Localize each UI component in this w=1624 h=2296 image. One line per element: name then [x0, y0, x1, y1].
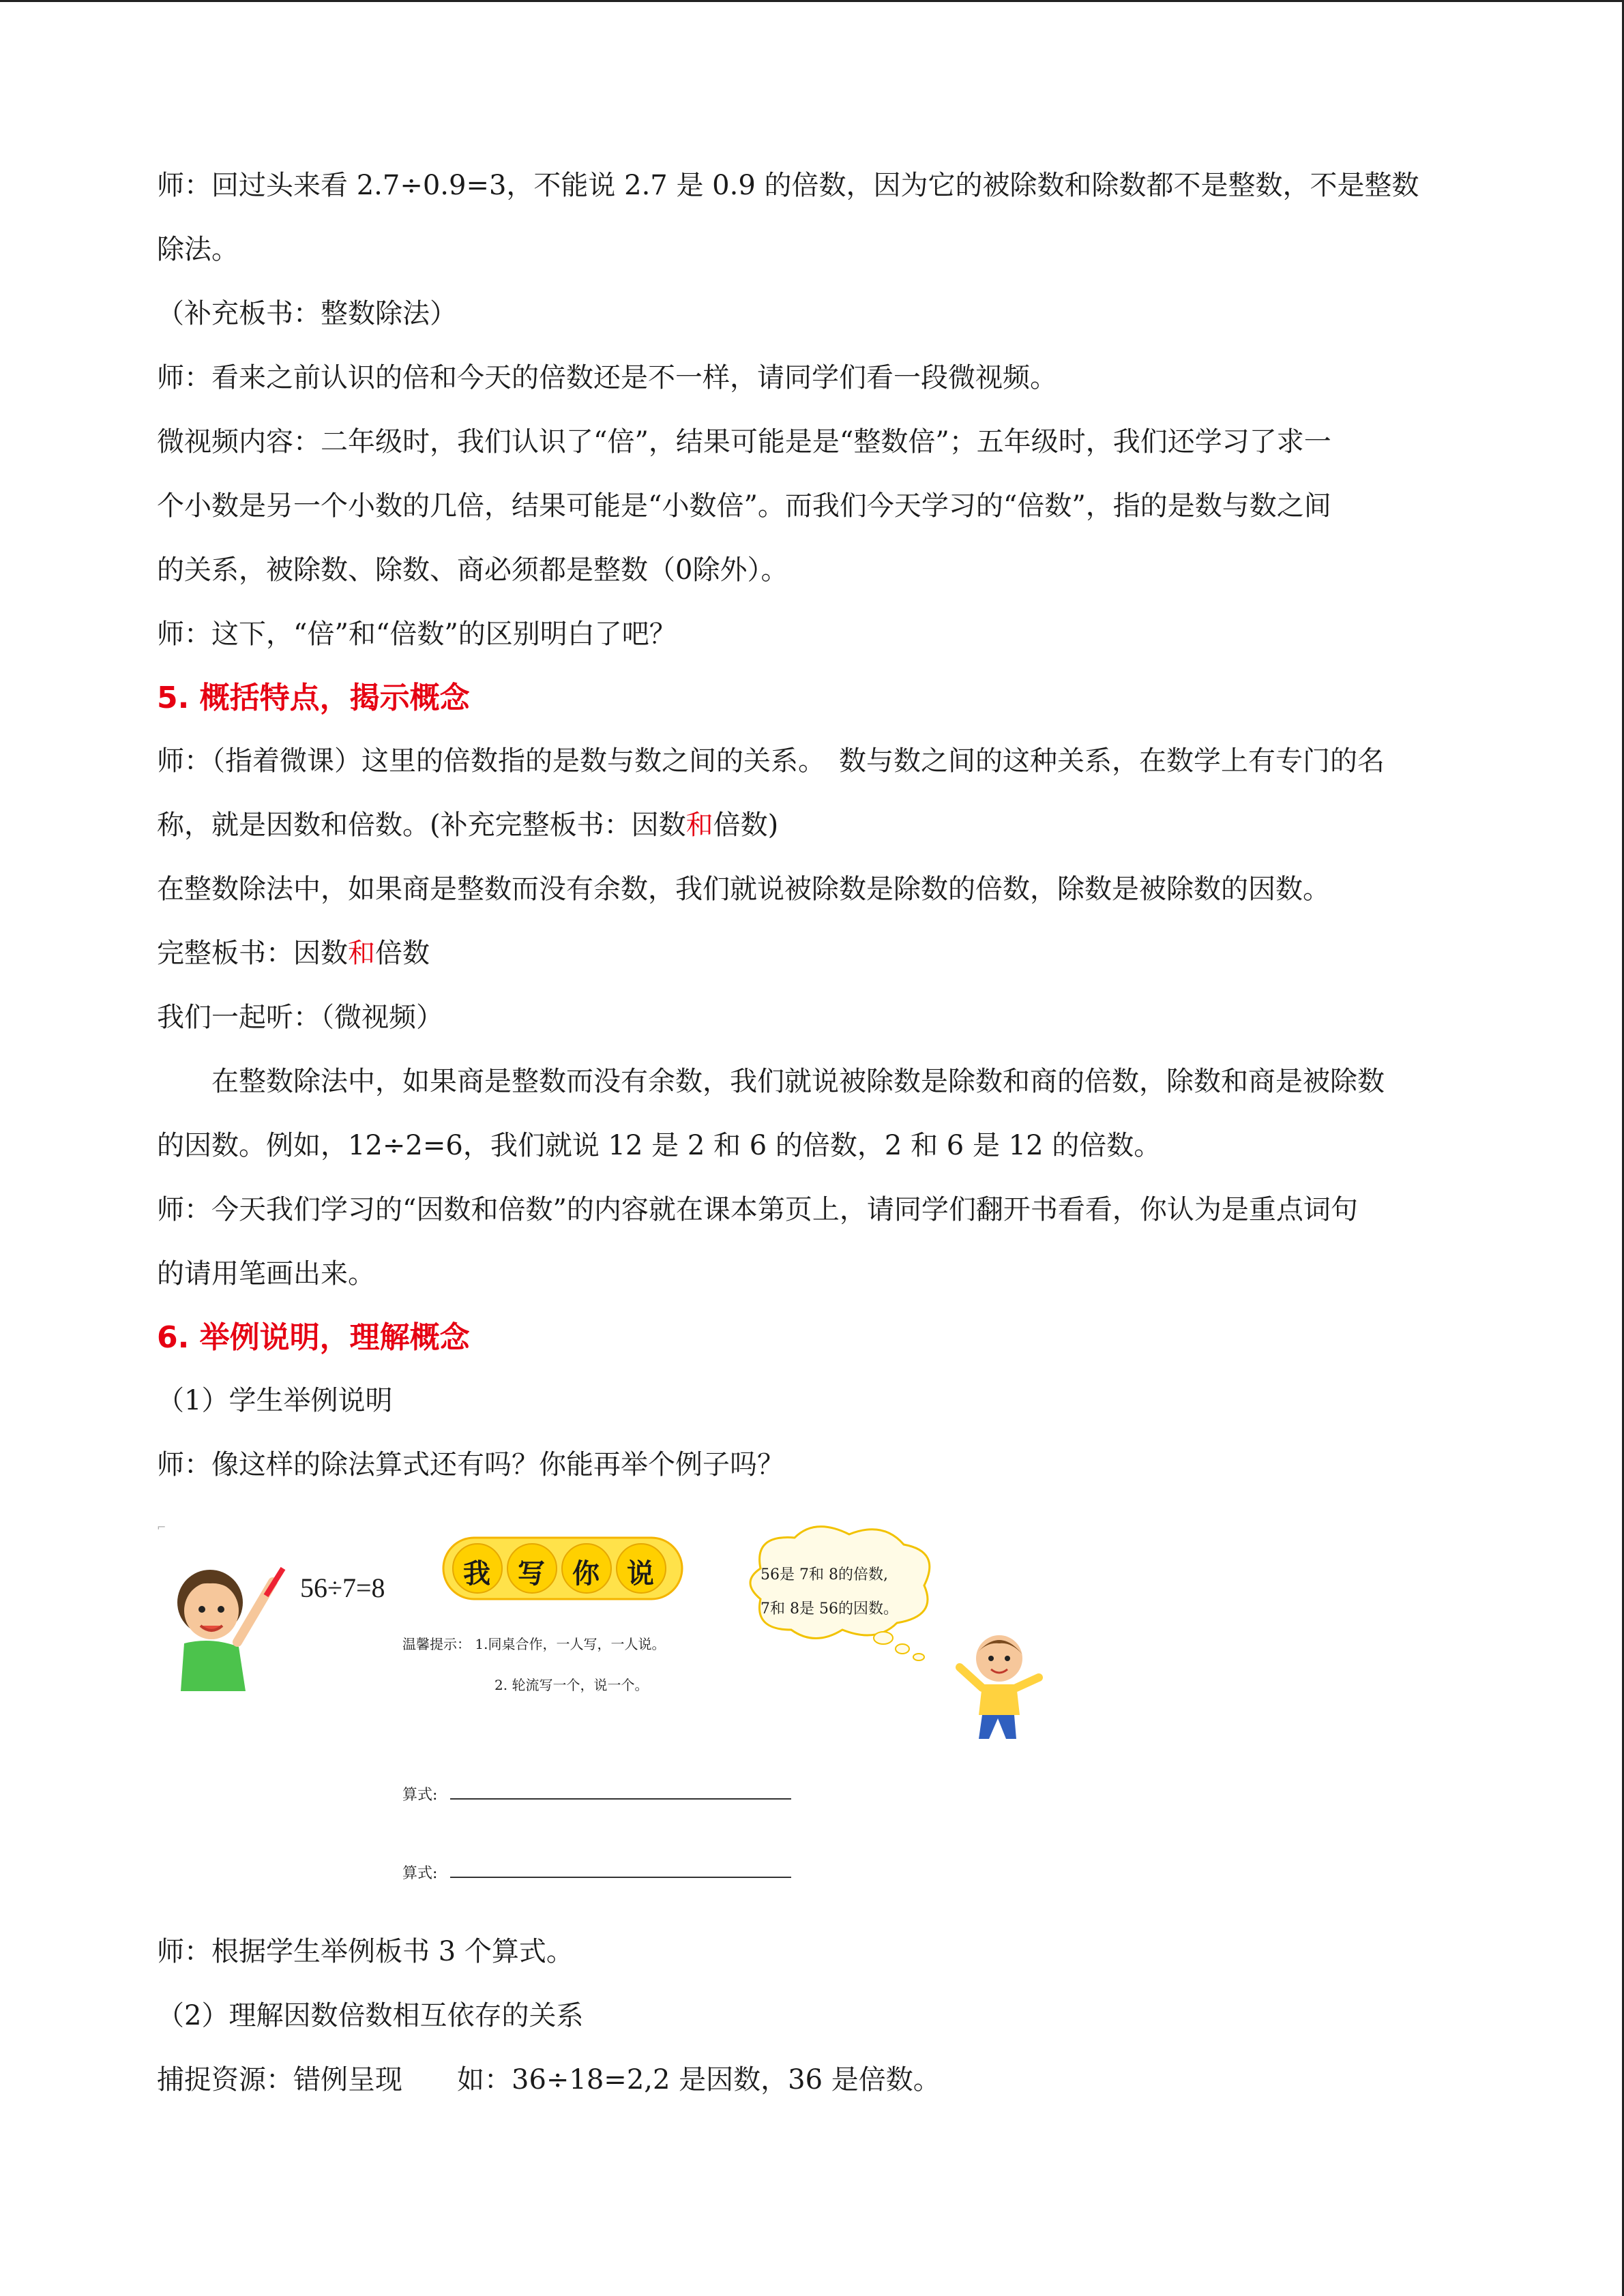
- tip-item: 1.同桌合作，一人写，一人说。: [475, 1636, 666, 1652]
- bubble-text: 7和 8是 56的因数。: [761, 1600, 898, 1617]
- formula-blank-line: [450, 1798, 791, 1800]
- paragraph-line: [157, 937, 430, 970]
- paragraph-line: 师：看来之前认识的倍和今天的倍数还是不一样，请同学们看一段微视频。: [157, 362, 1057, 393]
- paragraph-line: （补充板书：整数除法）: [157, 298, 457, 329]
- paragraph-line: 的因数。例如，12÷2=6，我们就说 12 是 2 和 6 的倍数，2 和 6 是 12 的倍数。: [157, 1130, 1162, 1161]
- paragraph-line: 师：根据学生举例板书 3 个算式。: [157, 1936, 574, 1967]
- paragraph-line: 师：回过头来看 2.7÷0.9=3，不能说 2.7 是 0.9 的倍数，因为它的被除数和除数都不是整数，不是整数: [157, 170, 1419, 201]
- paragraph-line: 师：这下，“倍”和“倍数”的区别明白了吧？: [157, 618, 677, 650]
- banner-char: 你: [572, 1558, 600, 1590]
- text-span: 倍数: [375, 938, 430, 969]
- paragraph-mark-icon: ⌐: [157, 1521, 166, 1534]
- paragraph-line: 除法。: [157, 234, 239, 265]
- boy-writing-illustration: [157, 1555, 293, 1691]
- formula-blank-line: [450, 1877, 791, 1878]
- paragraph-line: 我们一起听：（微视频）: [157, 1002, 443, 1033]
- banner-char: 说: [627, 1558, 654, 1590]
- paragraph-line: 微视频内容：二年级时，我们认识了“倍”，结果可能是是“整数倍”；五年级时，我们还学习了求一: [157, 426, 1331, 458]
- boy-thumbs-up-illustration: [951, 1630, 1047, 1746]
- paragraph-line: [157, 809, 778, 841]
- banner-char: 写: [518, 1558, 545, 1590]
- banner-char: 我: [463, 1558, 490, 1590]
- formula-label: 算式:: [402, 1787, 438, 1804]
- text-span: 完整板书：因数: [157, 938, 348, 969]
- section-heading-5: 5. 概括特点，揭示概念: [157, 681, 470, 715]
- example-equation: 56÷7=8: [300, 1572, 385, 1603]
- paragraph-line: 的关系，被除数、除数、商必须都是整数（0除外）。: [157, 554, 788, 586]
- bubble-text: 56是 7和 8的倍数,: [761, 1566, 888, 1583]
- formula-label: 算式:: [402, 1865, 438, 1882]
- worksheet-figure: [157, 1521, 1078, 1903]
- paragraph-line: （2）理解因数倍数相互依存的关系: [157, 2000, 584, 2031]
- paragraph-line: 师：像这样的除法算式还有吗？你能再举个例子吗？: [157, 1449, 784, 1480]
- paragraph-line: 师：（指着微课）这里的倍数指的是数与数之间的关系。 数与数之间的这种关系，在数学上有专门的名: [157, 745, 1385, 777]
- highlight-text: 和: [348, 938, 375, 969]
- tip-text: [402, 1633, 665, 1653]
- highlight-text: 和: [685, 809, 713, 841]
- tip-label: 温馨提示：: [402, 1636, 471, 1652]
- page-border-top: [0, 0, 1624, 2]
- section-heading-6: 6. 举例说明，理解概念: [157, 1320, 470, 1355]
- paragraph-line: 个小数是另一个小数的几倍，结果可能是“小数倍”。而我们今天学习的“倍数”，指的是数与数之间: [157, 490, 1331, 522]
- paragraph-line: 在整数除法中，如果商是整数而没有余数，我们就说被除数是除数和商的倍数，除数和商是被除数: [211, 1066, 1385, 1097]
- paragraph-line: 捕捉资源：错例呈现 如：36÷18=2,2 是因数，36 是倍数。: [157, 2064, 941, 2096]
- thought-cloud: [740, 1521, 945, 1664]
- paragraph-line: （1）学生举例说明: [157, 1385, 393, 1416]
- paragraph-line: 在整数除法中，如果商是整数而没有余数，我们就说被除数是除数的倍数，除数是被除数的因数。: [157, 874, 1330, 905]
- paragraph-line: 的请用笔画出来。: [157, 1258, 375, 1289]
- paragraph-line: 师：今天我们学习的“因数和倍数”的内容就在课本第页上，请同学们翻开书看看，你认为是重点词句: [157, 1194, 1358, 1225]
- text-span: 称，就是因数和倍数。(补充完整板书：因数: [157, 809, 686, 841]
- text-span: 倍数): [713, 809, 779, 841]
- tip-item: 2. 轮流写一个，说一个。: [494, 1677, 649, 1693]
